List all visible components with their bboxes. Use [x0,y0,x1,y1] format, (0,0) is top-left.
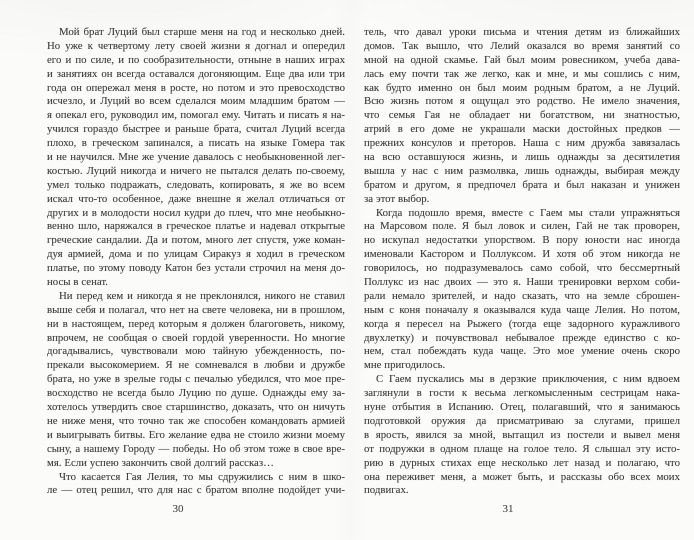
text-line: его и по силе, и по сообразительности, отныне в наших играх [47,53,345,66]
text-line: на Марсовом поле. Я был ловок и силен, Гай не так проворен, [364,220,680,233]
text-line: плохо, в греческом запинался, а писать на языке Гомера так [47,137,345,150]
text-line: рали немало зрителей, и надо сказать, что на земле сброшен- [364,289,680,302]
text-line: Что касается Гая Лелия, то мы сдружились с ним в шко- [59,470,345,483]
text-line: платье, по этому поводу Катон без устали строчил на меня до- [47,262,345,275]
text-line: прекали высокомерием. Я не сомневался в любви и дружбе [47,359,345,372]
page-right [364,0,680,540]
text-line: на всю оставшуюся жизнь, и лишь однажды за десятилетия [364,151,680,164]
page-left [47,0,345,540]
text-line: Мой брат Луций был старше меня на год и несколько дней. [59,26,345,38]
text-line: исчезло, и Луций во всем сделался моим младшим братом — [47,95,345,108]
text-line: когда я пересел на Рыжего (тогда еще задорного куражливого [364,317,680,330]
text-line: именовали Кастором и Поллуксом. И хотя об этом никогда не [364,248,680,261]
text-line: ни в настоящем, перед которым я должен благоговеть, никому, [47,317,345,330]
text-line: восходство не всегда было Луцию по душе. Однажды ему за- [47,387,345,400]
page-right-number: 31 [502,503,514,515]
text-line: но искупал недостатки упорством. В пору юности нас иногда [364,234,680,247]
text-line: венно шло, наряжался в греческое платье и надевал открытые [47,220,345,233]
text-line: учился гораздо быстрее и раньше брата, считал Луций всегда [47,123,345,136]
text-line: хотелось утвердить свое старшинство, доказать, что он ничуть [47,401,345,414]
text-line: от подружки в одном плаще на голое тело. Я слышал эту исто- [364,442,680,455]
text-line: носы в сенат. [47,276,109,289]
text-line: лась ему почти так же легко, как и мне, и мы сошлись с ним, [364,67,680,80]
text-line: Поллукс из нас двоих — это я. Наши тренировки верхом соби- [364,276,680,289]
text-line: и не научился. Мне же учение давалось с необыкновенной лег- [47,151,345,164]
text-line: дуя армией, дома и по улицам Сиракуз я ходил в греческом [47,248,345,261]
text-line: Когда подошло время, вместе с Гаем мы стали упражняться [376,206,680,219]
text-line: рию в дурных стихах еще несколько лет назад и полагаю, что [364,456,680,469]
page-left-text [47,26,345,498]
text-line: Но уже к четвертому лету своей жизни я догнал и опередил [47,39,345,52]
text-line: мне пригодилось. [364,359,446,372]
text-line: костью. Луций никогда и ничего не пытался делать по-своему, [47,164,345,177]
text-line: домов. Так вышло, что Лелий оказался во время занятий со [364,39,680,52]
text-line: что семья Гая не обладает ни богатством, ни знатностью, [364,109,680,122]
text-line: Ни перед кем и никогда я не преклонялся, никого не ставил [59,289,345,302]
text-line: братом и другом, я предпочел брата и был наказан и унижен [364,178,680,191]
text-line: она переживет меня, а может быть, и рассказы обо всех моих [364,470,680,483]
text-line: С Гаем пускались мы в дерзкие приключения, с ним вдвоем [376,373,680,386]
page-right-text [364,26,680,498]
text-line: не ниже меня, что точно так же способен командовать армией [47,414,345,427]
text-line: и выигрывать битвы. Его желание едва не стоило жизни моему [47,428,345,441]
text-line: в ярость, явился за мной, вытащил из постели и вывел меня [364,428,680,441]
text-line: догадывались, чувствовали мою тайную убежденность, по- [47,345,345,358]
text-line: я опекал его, руководил им, помогал ему. Читать и писать я на- [47,109,345,122]
text-line: заглянули в гости к весьма легкомысленным сестрицам нака- [364,387,680,400]
text-line: впрочем, не сообщая о своей гордой уверенности. Но многие [47,331,345,344]
text-line: умел только подражать, следовать, копировать, я же во всем [47,178,345,191]
text-line: искал что-то особенное, даже внешне я желал отличаться от [47,192,345,205]
text-line: мя. Если успею закончить свой долгий рассказ… [47,456,274,469]
text-line: прежних консулов и преторов. Наша с ним дружба завязалась [364,137,680,150]
text-line: других и в молодости носил кудри до плеч, что мне необыкно- [47,206,345,219]
text-line: и занятиях он всегда оставался догоняющим. Еще два или три [47,67,345,80]
text-line: нем, стал побеждать куда чаще. Это мое умение очень скоро [364,345,680,358]
page-left-number: 30 [172,503,184,515]
text-line: ным с коня поначалу я оказывался куда чаще Лелия. Но потом, [364,303,680,316]
text-line: говорилось, но подразумевалось само собой, что бессмертный [364,262,680,275]
text-line: Всю жизнь потом я ощущал это родство. Не имело значения, [364,95,680,108]
text-line: как будто именно он был моим родным братом, а не Луций. [364,81,680,94]
text-line: за этот выбор. [364,192,430,205]
text-line: атрий в его доме не украшали маски достойных предков — [364,123,680,136]
text-line: нуне отбытия в Испанию. Отец, полагавший, что я занимаюсь [364,401,680,414]
text-line: года он опережал меня в росте, но потом и это превосходство [47,81,345,94]
text-line: подвигах. [364,484,409,497]
text-line: сыну, а нашему Городу — победы. Но об этом тоже в свое вре- [47,442,345,455]
text-line: выше себя и полагал, что нет на свете человека, ни в прошлом, [47,303,345,316]
text-line: тель, что давал уроки письма и чтения детям из ближайших [364,26,680,38]
text-line: подготовкой оружия да присматриваю за слугами, пришел [364,414,680,427]
text-line: брата, но уже в зрелые годы с печалью убедился, что мое пре- [47,373,345,386]
text-line: мной на одной скамье. Гай был моим ровесником, учеба дава- [364,53,680,66]
text-line: вышла у нас с ним размолвка, лишь однажды, выбирая между [364,164,680,177]
text-line: греческие сандалии. Да и потом, много лет спустя, уже коман- [47,234,345,247]
text-line: двухлетку) и почувствовал небывалое прежде единство с ко- [364,331,680,344]
text-line: ле — отец решил, что для нас с братом вполне подойдет учи- [47,484,345,497]
